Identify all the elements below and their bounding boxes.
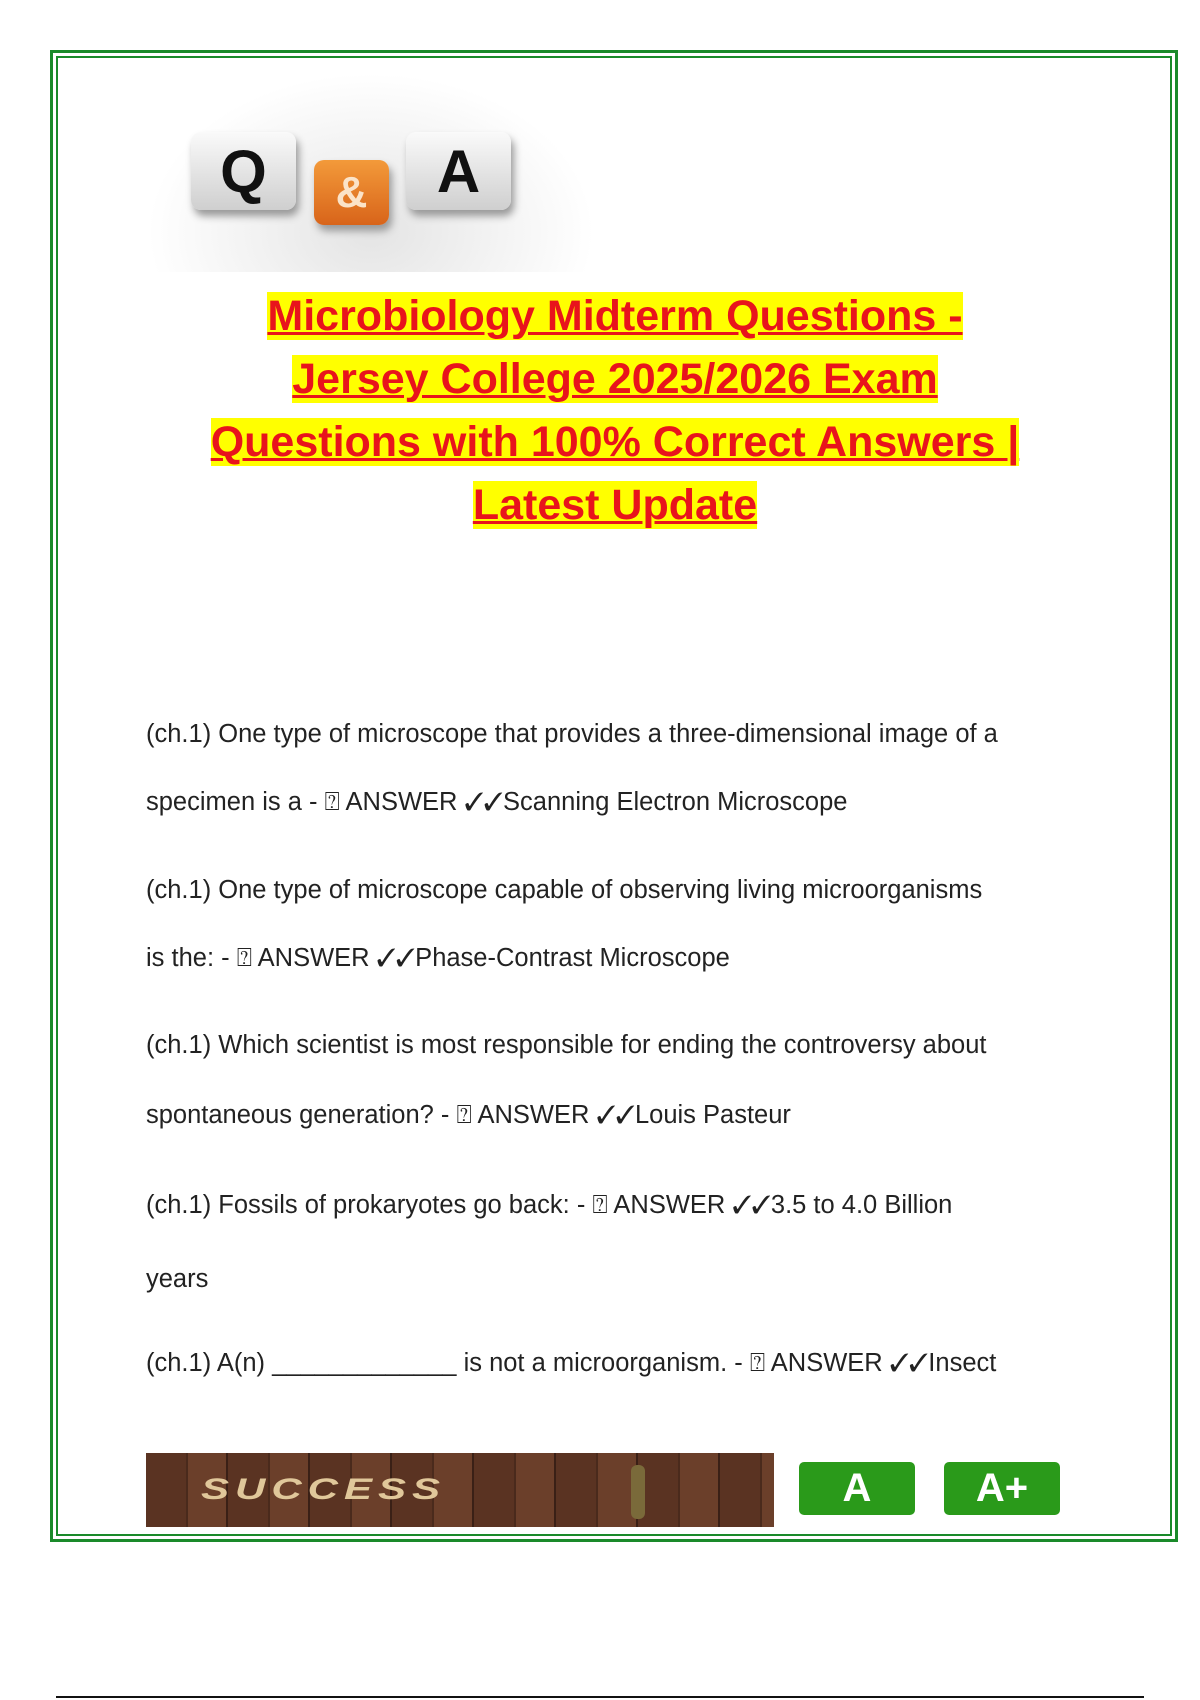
question-line: (ch.1) A(n) _____________ is not a microorganism. - ⍰ ANSWER ✓✓Insect (146, 1349, 997, 1377)
qa-dice-image (146, 72, 596, 272)
question-line: (ch.1) One type of microscope capable of observing living microorganisms (146, 876, 983, 904)
question-line: (ch.1) One type of microscope that provides a three-dimensional image of a (146, 720, 998, 748)
answer-line: is the: - ⍰ ANSWER ✓✓Phase-Contrast Microscope (146, 944, 730, 972)
document-title (120, 285, 1110, 537)
a-die: A (406, 132, 511, 210)
success-text: SUCCESS (201, 1472, 447, 1506)
grade-a-badge: A (799, 1462, 915, 1515)
title-line: Latest Update (472, 481, 758, 529)
grade-a-plus-badge: A+ (944, 1462, 1060, 1515)
page-bottom-rule (56, 1696, 1144, 1698)
answer-line: years (146, 1265, 209, 1293)
title-line: Questions with 100% Correct Answers | (210, 418, 1020, 466)
question-line: (ch.1) Fossils of prokaryotes go back: - ⍰ ANSWER ✓✓3.5 to 4.0 Billion (146, 1191, 953, 1219)
key-icon (631, 1465, 645, 1519)
question-line: (ch.1) Which scientist is most responsible for ending the controversy about (146, 1031, 987, 1059)
ampersand-die: & (314, 160, 389, 225)
q-die: Q (191, 132, 296, 210)
answer-line: spontaneous generation? - ⍰ ANSWER ✓✓Louis Pasteur (146, 1101, 791, 1129)
success-banner-image (146, 1453, 774, 1527)
title-line: Microbiology Midterm Questions - (267, 292, 963, 340)
title-line: Jersey College 2025/2026 Exam (292, 355, 938, 403)
answer-line: specimen is a - ⍰ ANSWER ✓✓Scanning Electron Microscope (146, 788, 848, 816)
